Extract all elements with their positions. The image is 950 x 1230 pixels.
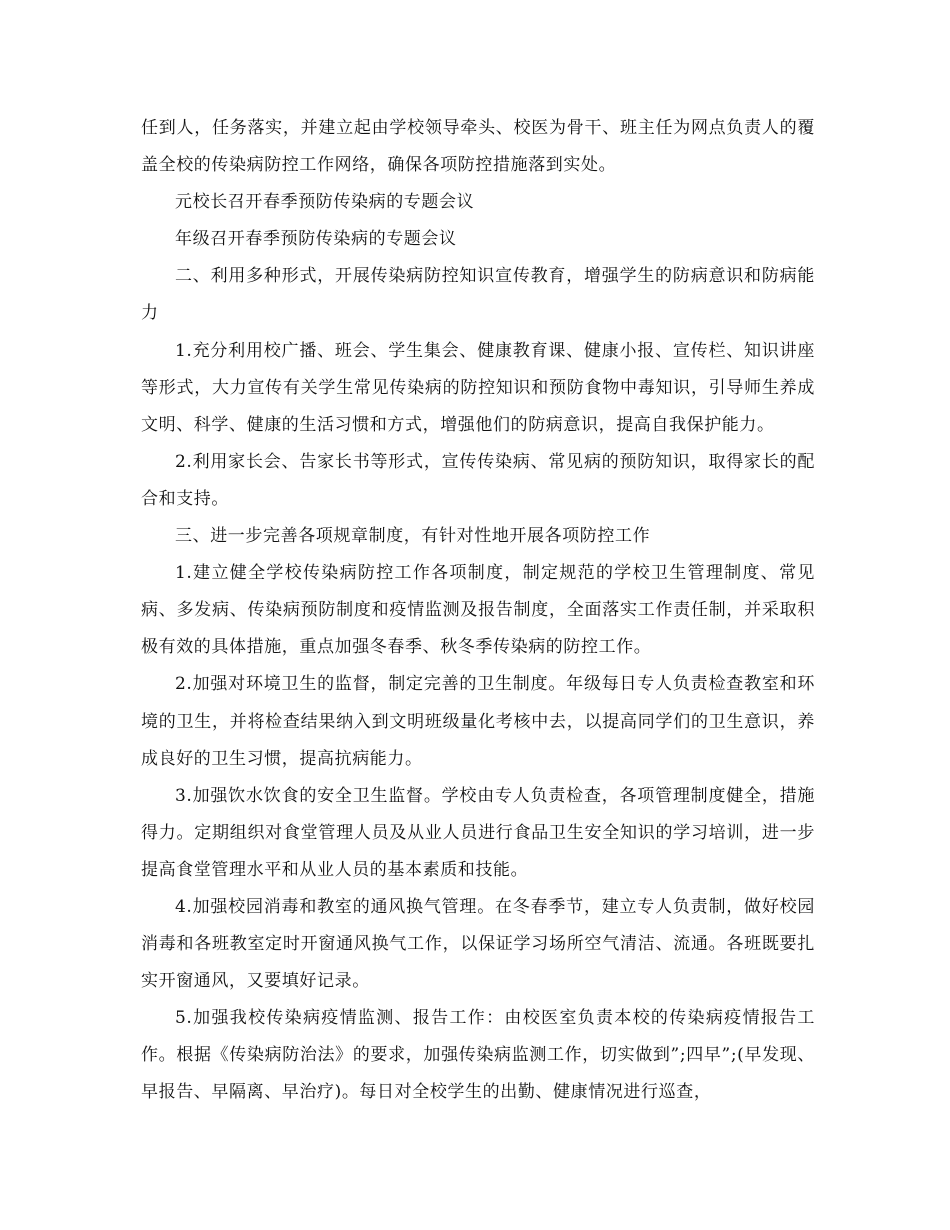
section-heading-3: 三、进一步完善各项规章制度，有针对性地开展各项防控工作 [175,526,651,547]
paragraph-3-1: 1.建立健全学校传染病防控工作各项制度，制定规范的学校卫生管理制度、常见病、多发病、传染病预防制度和疫情监测及报告制度，全面落实工作责任制，并采取积极有效的具体措施，重点加强冬春季、秋冬季传染病的防控工作。 [141,563,815,658]
paragraph-3-4: 4.加强校园消毒和教室的通风换气管理。在冬春季节，建立专人负责制，做好校园消毒和各班教室定时开窗通风换气工作，以保证学习场所空气清洁、流通。各班既要扎实开窗通风，又要填好记录。 [141,896,815,992]
paragraph-continuation: 任到人，任务落实，并建立起由学校领导牵头、校医为骨干、班主任为网点负责人的覆盖全校的传染病防控工作网络，确保各项防控措施落到实处。 [141,118,815,176]
paragraph-2-2: 2.利用家长会、告家长书等形式，宣传传染病、常见病的预防知识，取得家长的配合和支持。 [141,451,815,509]
paragraph-3-3: 3.加强饮水饮食的安全卫生监督。学校由专人负责检查，各项管理制度健全，措施得力。定期组织对食堂管理人员及从业人员进行食品卫生安全知识的学习培训，进一步提高食堂管理水平和从业人员的基本素质和技能。 [141,785,815,880]
document-body [141,110,815,1112]
paragraph-3-5: 5.加强我校传染病疫情监测、报告工作：由校医室负责本校的传染病疫情报告工作。根据《传染病防治法》的要求，加强传染病监测工作，切实做到”;四早”;(早发现、早报告、早隔离、早治疗)。每日对全校学生的出勤、健康情况进行巡查， [141,1008,815,1103]
section-heading-2: 二、利用多种形式，开展传染病防控知识宣传教育，增强学生的防病意识和防病能力 [141,266,815,324]
paragraph-2-1: 1.充分利用校广播、班会、学生集会、健康教育课、健康小报、宣传栏、知识讲座等形式，大力宣传有关学生常见传染病的防控知识和预防食物中毒知识，引导师生养成文明、科学、健康的生活习惯和方式，增强他们的防病意识，提高自我保护能力。 [141,340,815,435]
paragraph-principal-meeting: 元校长召开春季预防传染病的专题会议 [175,192,475,213]
paragraph-grade-meeting: 年级召开春季预防传染病的专题会议 [175,229,457,250]
paragraph-3-2: 2.加强对环境卫生的监督，制定完善的卫生制度。年级每日专人负责检查教室和环境的卫生，并将检查结果纳入到文明班级量化考核中去，以提高同学们的卫生意识，养成良好的卫生习惯，提高抗病能力。 [141,674,815,769]
